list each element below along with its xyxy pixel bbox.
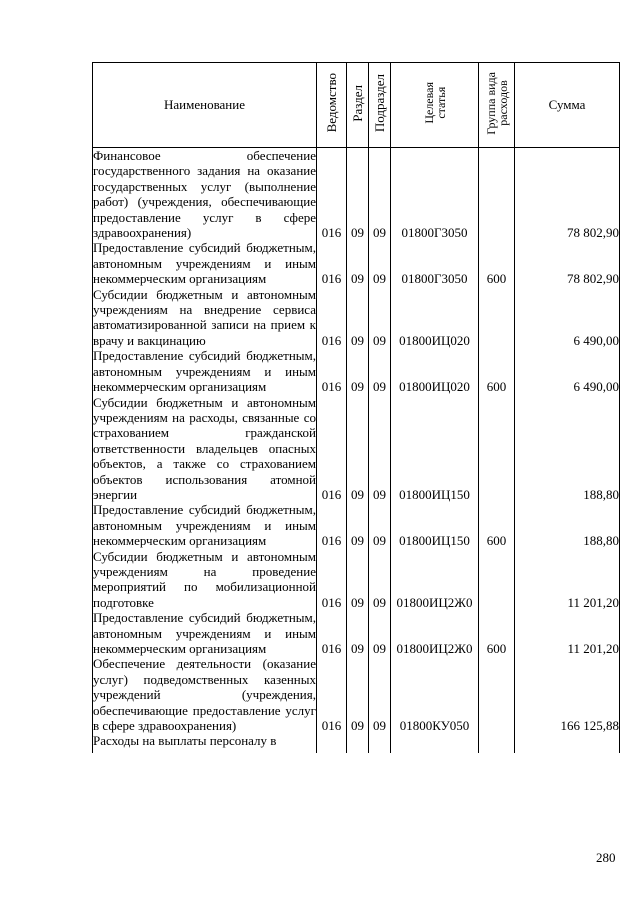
table-row [93,395,620,503]
header-exp-group: Группа вида расходов [479,63,515,148]
cell-exp-group: 600 [479,502,515,548]
cell-name: Субсидии бюджетным и автономным учреждениям на проведение мероприятий по мобилизационной подготовке [93,548,316,610]
cell-exp-group [479,549,515,611]
cell-section: 09 [347,610,369,656]
cell-target: 01800ИЦ2Ж0 [391,549,479,611]
cell-subsection: 09 [369,502,391,548]
cell-sum: 6 490,00 [515,287,620,349]
cell-subsection: 09 [369,148,391,241]
cell-subsection: 09 [369,240,391,286]
cell-name: Субсидии бюджетным и автономным учреждениям на внедрение сервиса автоматизированной записи на прием к врачу и вакцинацию [93,286,316,348]
cell-section [347,733,369,753]
cell-exp-group [479,148,515,241]
cell-section: 09 [347,287,369,349]
cell-target: 01800ИЦ150 [391,502,479,548]
cell-exp-group: 600 [479,610,515,656]
cell-dept: 016 [317,610,347,656]
cell-section: 09 [347,502,369,548]
cell-sum: 188,80 [515,395,620,503]
cell-sum: 188,80 [515,502,620,548]
table-row [93,502,620,548]
cell-dept: 016 [317,502,347,548]
cell-dept: 016 [317,240,347,286]
cell-section: 09 [347,395,369,503]
table-row [93,610,620,656]
cell-sum: 166 125,88 [515,656,620,733]
cell-subsection: 09 [369,549,391,611]
cell-exp-group [479,656,515,733]
table-row [93,348,620,394]
cell-dept [317,733,347,753]
cell-dept: 016 [317,656,347,733]
cell-section: 09 [347,148,369,241]
header-section: Раздел [347,63,369,148]
cell-target: 01800ИЦ020 [391,287,479,349]
cell-target: 01800ИЦ2Ж0 [391,610,479,656]
cell-section: 09 [347,348,369,394]
cell-name: Финансовое обеспечение государственного задания на оказание государственных услуг (выполнение работ) (учреждения, обеспечивающие предоставление услуг в сфере здравоохранения) [93,148,316,241]
cell-subsection [369,733,391,753]
table-body [93,148,620,754]
table-row [93,549,620,611]
table-row [93,287,620,349]
cell-section: 09 [347,549,369,611]
cell-subsection: 09 [369,287,391,349]
cell-name: Предоставление субсидий бюджетным, автономным учреждениям и иным некоммерческим организациям [93,348,316,395]
cell-dept: 016 [317,348,347,394]
cell-name: Предоставление субсидий бюджетным, автономным учреждениям и иным некоммерческим организациям [93,240,316,287]
header-name: Наименование [93,63,317,148]
header-sum: Сумма [515,63,620,148]
cell-subsection: 09 [369,610,391,656]
cell-name: Субсидии бюджетным и автономным учреждениям на расходы, связанные со страхованием гражданской ответственности владельцев опасных объектов, а также со страхованием объектов использования атомной энергии [93,394,316,502]
cell-exp-group: 600 [479,348,515,394]
table-row [93,240,620,286]
cell-target: 01800ИЦ020 [391,348,479,394]
table-row [93,148,620,241]
cell-dept: 016 [317,287,347,349]
header-dept: Ведомство [317,63,347,148]
cell-sum: 78 802,90 [515,148,620,241]
table-row [93,733,620,753]
cell-sum: 78 802,90 [515,240,620,286]
cell-exp-group: 600 [479,240,515,286]
cell-sum: 11 201,20 [515,610,620,656]
cell-name: Предоставление субсидий бюджетным, автономным учреждениям и иным некоммерческим организациям [93,610,316,656]
cell-subsection: 09 [369,395,391,503]
cell-section: 09 [347,656,369,733]
cell-target: 01800Г3050 [391,240,479,286]
table-row [93,656,620,733]
header-subsection: Подраздел [369,63,391,148]
cell-name: Обеспечение деятельности (оказание услуг) подведомственных казенных учреждений (учреждения, обеспечивающие предоставление услуг в сфере здравоохранения) [93,656,316,734]
cell-name: Расходы на выплаты персоналу в [93,733,317,753]
page-number: 280 [596,850,616,865]
cell-target: 01800ИЦ150 [391,395,479,503]
cell-subsection: 09 [369,656,391,733]
cell-dept: 016 [317,148,347,241]
cell-exp-group [479,395,515,503]
cell-exp-group [479,733,515,753]
cell-dept: 016 [317,395,347,503]
cell-target: 01800КУ050 [391,656,479,733]
header-target: Целевая статья [391,63,479,148]
cell-target: 01800Г3050 [391,148,479,241]
table-header-row [93,63,620,148]
cell-exp-group [479,287,515,349]
cell-dept: 016 [317,549,347,611]
cell-name: Предоставление субсидий бюджетным, автономным учреждениям и иным некоммерческим организациям [93,502,316,549]
budget-table [92,62,620,753]
cell-target [391,733,479,753]
cell-subsection: 09 [369,348,391,394]
cell-sum: 6 490,00 [515,348,620,394]
cell-sum: 11 201,20 [515,549,620,611]
cell-section: 09 [347,240,369,286]
cell-sum [515,733,620,753]
